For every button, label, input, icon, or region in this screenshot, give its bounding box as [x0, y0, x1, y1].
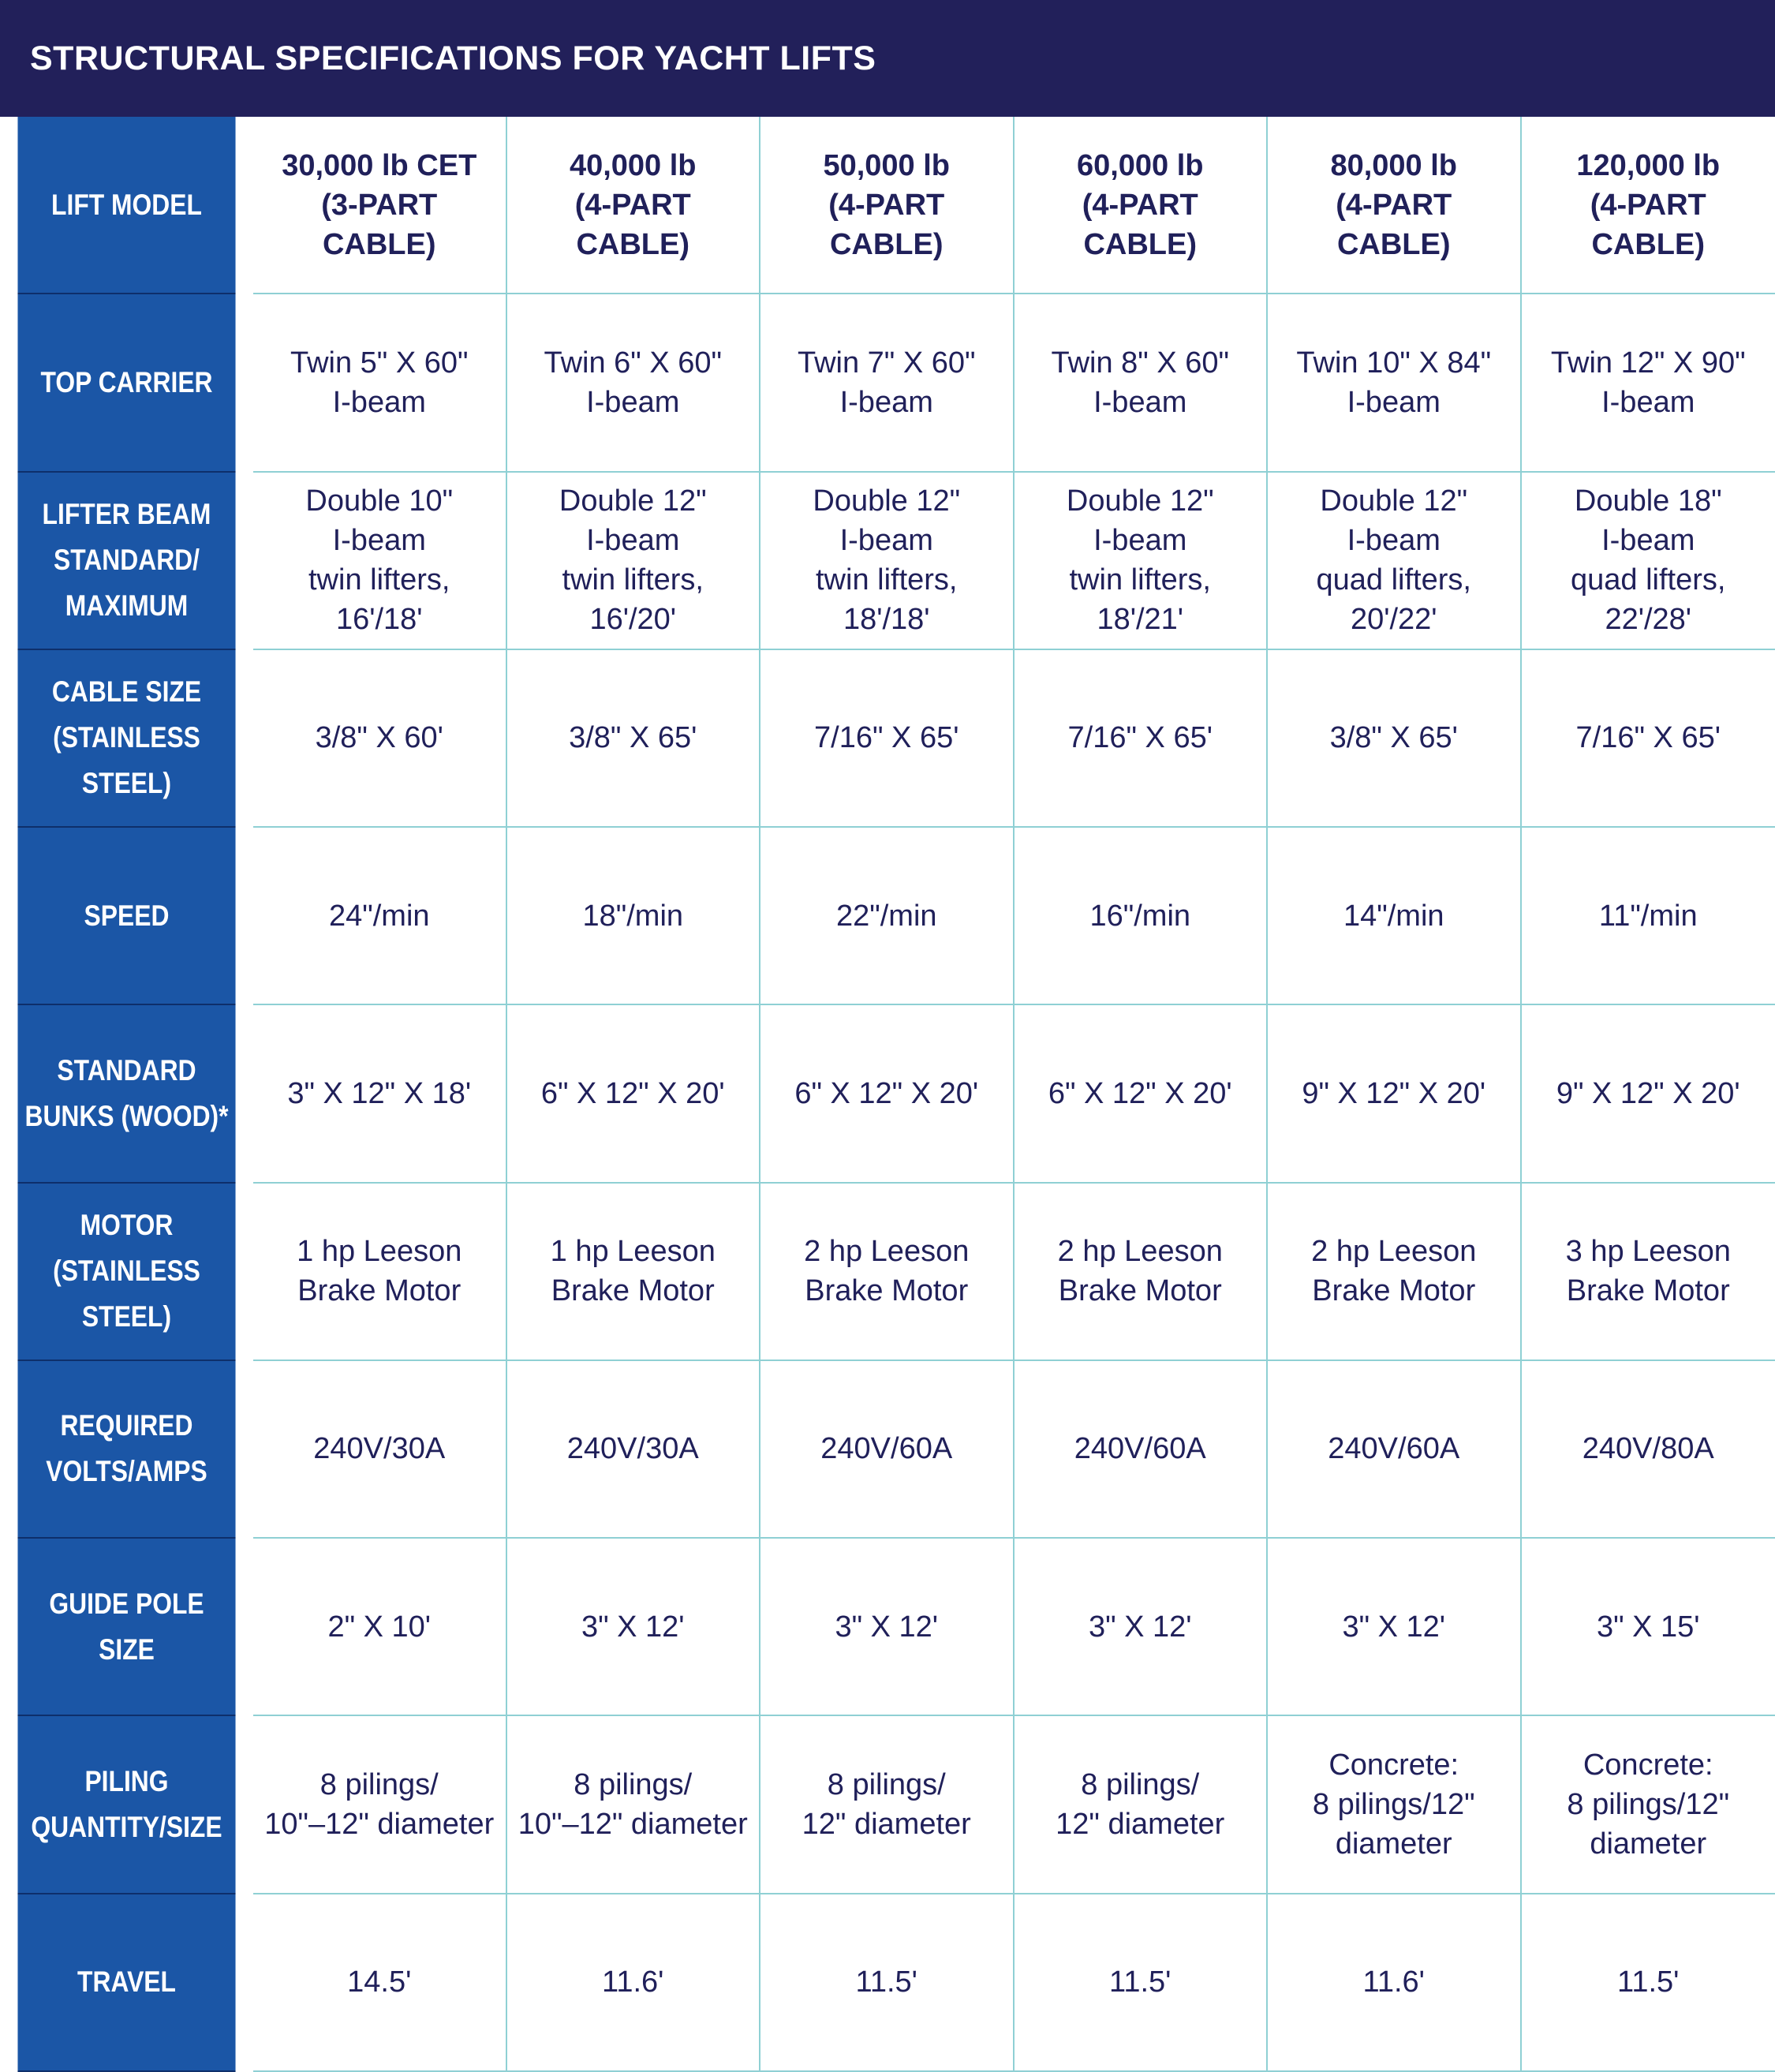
- model-header-cell: 30,000 lb CET (3-PART CABLE): [253, 117, 507, 294]
- spec-cell: 9" X 12" X 20': [1268, 1005, 1522, 1183]
- spec-cell: 7/16" X 65': [1522, 650, 1775, 828]
- spec-cell: Twin 12" X 90" I-beam: [1522, 294, 1775, 472]
- spec-cell: 3" X 12': [1015, 1539, 1269, 1716]
- spec-cell: 240V/60A: [1268, 1361, 1522, 1539]
- spec-cell: 14.5': [253, 1894, 507, 2072]
- spec-cell: 11"/min: [1522, 828, 1775, 1005]
- spec-cell: 7/16" X 65': [1015, 650, 1269, 828]
- spec-cell: 2" X 10': [253, 1539, 507, 1716]
- spec-cell: 3" X 15': [1522, 1539, 1775, 1716]
- row-header: STANDARD BUNKS (WOOD)*: [17, 1005, 235, 1183]
- spec-cell: Double 18" I-beam quad lifters, 22'/28': [1522, 473, 1775, 650]
- spec-cell: 2 hp Leeson Brake Motor: [760, 1184, 1015, 1361]
- spec-cell: 240V/30A: [507, 1361, 761, 1539]
- spec-cell: Double 12" I-beam twin lifters, 18'/18': [760, 473, 1015, 650]
- spec-cell: 11.5': [760, 1894, 1015, 2072]
- spec-cell: 240V/60A: [760, 1361, 1015, 1539]
- spec-cell: 22"/min: [760, 828, 1015, 1005]
- spec-cell: 8 pilings/ 10"–12" diameter: [253, 1716, 507, 1894]
- model-header-cell: 40,000 lb (4-PART CABLE): [507, 117, 761, 294]
- spec-cell: Double 12" I-beam twin lifters, 16'/20': [507, 473, 761, 650]
- row-header: LIFTER BEAM STANDARD/ MAXIMUM: [17, 473, 235, 650]
- spec-table: [0, 117, 1775, 2072]
- spec-cell: Twin 10" X 84" I-beam: [1268, 294, 1522, 472]
- spec-cell: 6" X 12" X 20': [760, 1005, 1015, 1183]
- spec-cell: 18"/min: [507, 828, 761, 1005]
- spec-cell: 3" X 12': [760, 1539, 1015, 1716]
- spec-cell: Concrete: 8 pilings/12" diameter: [1522, 1716, 1775, 1894]
- spec-cell: 8 pilings/ 12" diameter: [1015, 1716, 1269, 1894]
- spec-cell: Twin 6" X 60" I-beam: [507, 294, 761, 472]
- spec-cell: 240V/60A: [1015, 1361, 1269, 1539]
- spec-cell: 16"/min: [1015, 828, 1269, 1005]
- row-header: TRAVEL: [17, 1894, 235, 2072]
- row-header: SPEED: [17, 828, 235, 1005]
- spec-cell: 8 pilings/ 10"–12" diameter: [507, 1716, 761, 1894]
- row-header: LIFT MODEL: [17, 117, 235, 294]
- spec-cell: Concrete: 8 pilings/12" diameter: [1268, 1716, 1522, 1894]
- spec-cell: 6" X 12" X 20': [1015, 1005, 1269, 1183]
- spec-cell: 14"/min: [1268, 828, 1522, 1005]
- page-title: STRUCTURAL SPECIFICATIONS FOR YACHT LIFTS: [30, 39, 876, 77]
- spec-cell: 2 hp Leeson Brake Motor: [1015, 1184, 1269, 1361]
- row-header: TOP CARRIER: [17, 294, 235, 472]
- spec-cell: 240V/30A: [253, 1361, 507, 1539]
- spec-cell: 24"/min: [253, 828, 507, 1005]
- spec-cell: 3/8" X 65': [1268, 650, 1522, 828]
- spec-cell: 11.5': [1522, 1894, 1775, 2072]
- spec-cell: 7/16" X 65': [760, 650, 1015, 828]
- spec-cell: 11.6': [1268, 1894, 1522, 2072]
- row-header: REQUIRED VOLTS/AMPS: [17, 1361, 235, 1539]
- spec-cell: 8 pilings/ 12" diameter: [760, 1716, 1015, 1894]
- spec-cell: Twin 8" X 60" I-beam: [1015, 294, 1269, 472]
- spec-cell: 1 hp Leeson Brake Motor: [507, 1184, 761, 1361]
- row-header: GUIDE POLE SIZE: [17, 1539, 235, 1716]
- row-header: PILING QUANTITY/SIZE: [17, 1716, 235, 1894]
- spec-cell: 3" X 12': [1268, 1539, 1522, 1716]
- spec-cell: 3/8" X 65': [507, 650, 761, 828]
- spec-cell: Double 12" I-beam twin lifters, 18'/21': [1015, 473, 1269, 650]
- title-bar: [0, 0, 1775, 117]
- spec-cell: Twin 5" X 60" I-beam: [253, 294, 507, 472]
- spec-cell: 9" X 12" X 20': [1522, 1005, 1775, 1183]
- spec-cell: 1 hp Leeson Brake Motor: [253, 1184, 507, 1361]
- spec-cell: Double 10" I-beam twin lifters, 16'/18': [253, 473, 507, 650]
- spec-cell: 240V/80A: [1522, 1361, 1775, 1539]
- model-header-cell: 80,000 lb (4-PART CABLE): [1268, 117, 1522, 294]
- model-header-cell: 120,000 lb (4-PART CABLE): [1522, 117, 1775, 294]
- spec-cell: 2 hp Leeson Brake Motor: [1268, 1184, 1522, 1361]
- row-header: MOTOR (STAINLESS STEEL): [17, 1184, 235, 1361]
- model-header-cell: 50,000 lb (4-PART CABLE): [760, 117, 1015, 294]
- spec-cell: Double 12" I-beam quad lifters, 20'/22': [1268, 473, 1522, 650]
- row-header: CABLE SIZE (STAINLESS STEEL): [17, 650, 235, 828]
- spec-cell: Twin 7" X 60" I-beam: [760, 294, 1015, 472]
- model-header-cell: 60,000 lb (4-PART CABLE): [1015, 117, 1269, 294]
- spec-cell: 3" X 12" X 18': [253, 1005, 507, 1183]
- spec-cell: 3 hp Leeson Brake Motor: [1522, 1184, 1775, 1361]
- spec-cell: 11.5': [1015, 1894, 1269, 2072]
- spec-cell: 11.6': [507, 1894, 761, 2072]
- spec-cell: 6" X 12" X 20': [507, 1005, 761, 1183]
- spec-cell: 3" X 12': [507, 1539, 761, 1716]
- spec-cell: 3/8" X 60': [253, 650, 507, 828]
